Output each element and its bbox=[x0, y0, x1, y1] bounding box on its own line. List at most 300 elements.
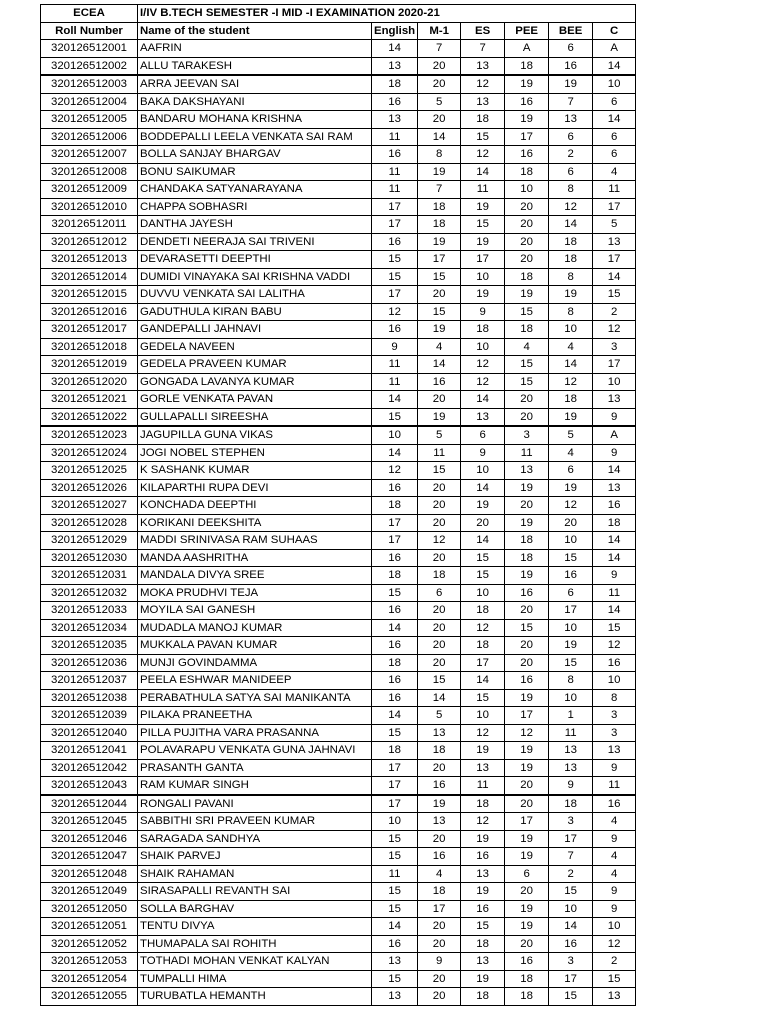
student-name-cell: KORIKANI DEEKSHITA bbox=[138, 514, 372, 532]
es-mark: 13 bbox=[461, 759, 505, 777]
english-mark: 17 bbox=[372, 795, 418, 813]
english-mark: 17 bbox=[372, 286, 418, 304]
english-mark: 18 bbox=[372, 75, 418, 93]
c-mark: 4 bbox=[593, 848, 636, 866]
bee-mark: 12 bbox=[549, 497, 593, 515]
roll-number-cell: 320126512025 bbox=[41, 462, 138, 480]
bee-mark: 10 bbox=[549, 900, 593, 918]
header-c: C bbox=[593, 22, 636, 40]
pee-mark: 18 bbox=[505, 268, 549, 286]
student-name-cell: GORLE VENKATA PAVAN bbox=[138, 391, 372, 409]
es-mark: 10 bbox=[461, 338, 505, 356]
es-mark: 16 bbox=[461, 848, 505, 866]
pee-mark: 19 bbox=[505, 848, 549, 866]
es-mark: 12 bbox=[461, 813, 505, 831]
m1-mark: 8 bbox=[418, 146, 461, 164]
student-name-cell: SHAIK RAHAMAN bbox=[138, 865, 372, 883]
m1-mark: 7 bbox=[418, 181, 461, 199]
c-mark: 9 bbox=[593, 567, 636, 585]
exam-title: I/IV B.TECH SEMESTER -I MID -I EXAMINATION 2020-21 bbox=[138, 5, 636, 23]
es-mark: 13 bbox=[461, 93, 505, 111]
c-mark: 6 bbox=[593, 93, 636, 111]
es-mark: 13 bbox=[461, 865, 505, 883]
es-mark: 18 bbox=[461, 795, 505, 813]
student-name-cell: SIRASAPALLI REVANTH SAI bbox=[138, 883, 372, 901]
bee-mark: 18 bbox=[549, 233, 593, 251]
pee-mark: 15 bbox=[505, 619, 549, 637]
pee-mark: 20 bbox=[505, 795, 549, 813]
m1-mark: 5 bbox=[418, 426, 461, 444]
student-name-cell: MADDI SRINIVASA RAM SUHAAS bbox=[138, 532, 372, 550]
student-name-cell: PEELA ESHWAR MANIDEEP bbox=[138, 672, 372, 690]
bee-mark: 19 bbox=[549, 286, 593, 304]
pee-mark: 17 bbox=[505, 813, 549, 831]
bee-mark: 6 bbox=[549, 40, 593, 58]
pee-mark: 19 bbox=[505, 830, 549, 848]
english-mark: 14 bbox=[372, 707, 418, 725]
c-mark: 16 bbox=[593, 654, 636, 672]
m1-mark: 20 bbox=[418, 514, 461, 532]
c-mark: 11 bbox=[593, 181, 636, 199]
english-mark: 15 bbox=[372, 970, 418, 988]
marks-table bbox=[40, 4, 636, 1006]
roll-number-cell: 320126512034 bbox=[41, 619, 138, 637]
es-mark: 15 bbox=[461, 567, 505, 585]
table-row bbox=[41, 654, 636, 672]
english-mark: 17 bbox=[372, 777, 418, 795]
table-row bbox=[41, 57, 636, 75]
es-mark: 13 bbox=[461, 408, 505, 426]
roll-number-cell: 320126512006 bbox=[41, 128, 138, 146]
table-row bbox=[41, 497, 636, 515]
c-mark: 9 bbox=[593, 883, 636, 901]
m1-mark: 18 bbox=[418, 883, 461, 901]
header-roll-number: Roll Number bbox=[41, 22, 138, 40]
roll-number-cell: 320126512054 bbox=[41, 970, 138, 988]
pee-mark: 20 bbox=[505, 654, 549, 672]
table-row bbox=[41, 637, 636, 655]
c-mark: 16 bbox=[593, 795, 636, 813]
c-mark: 15 bbox=[593, 619, 636, 637]
bee-mark: 10 bbox=[549, 619, 593, 637]
es-mark: 12 bbox=[461, 356, 505, 374]
table-row bbox=[41, 900, 636, 918]
es-mark: 19 bbox=[461, 497, 505, 515]
english-mark: 15 bbox=[372, 408, 418, 426]
m1-mark: 4 bbox=[418, 338, 461, 356]
es-mark: 12 bbox=[461, 619, 505, 637]
es-mark: 15 bbox=[461, 918, 505, 936]
bee-mark: 10 bbox=[549, 532, 593, 550]
bee-mark: 8 bbox=[549, 268, 593, 286]
m1-mark: 15 bbox=[418, 268, 461, 286]
table-row bbox=[41, 777, 636, 795]
m1-mark: 18 bbox=[418, 198, 461, 216]
table-row bbox=[41, 198, 636, 216]
m1-mark: 20 bbox=[418, 637, 461, 655]
m1-mark: 20 bbox=[418, 549, 461, 567]
pee-mark: 19 bbox=[505, 900, 549, 918]
english-mark: 12 bbox=[372, 303, 418, 321]
c-mark: 12 bbox=[593, 637, 636, 655]
roll-number-cell: 320126512024 bbox=[41, 444, 138, 462]
pee-mark: 20 bbox=[505, 198, 549, 216]
pee-mark: 16 bbox=[505, 146, 549, 164]
m1-mark: 20 bbox=[418, 602, 461, 620]
pee-mark: 18 bbox=[505, 532, 549, 550]
english-mark: 14 bbox=[372, 918, 418, 936]
es-mark: 15 bbox=[461, 216, 505, 234]
student-name-cell: BAKA DAKSHAYANI bbox=[138, 93, 372, 111]
student-name-cell: DUVVU VENKATA SAI LALITHA bbox=[138, 286, 372, 304]
table-row bbox=[41, 479, 636, 497]
c-mark: A bbox=[593, 426, 636, 444]
roll-number-cell: 320126512014 bbox=[41, 268, 138, 286]
pee-mark: 11 bbox=[505, 444, 549, 462]
m1-mark: 19 bbox=[418, 233, 461, 251]
student-name-cell: DEVARASETTI DEEPTHI bbox=[138, 251, 372, 269]
c-mark: 14 bbox=[593, 111, 636, 129]
bee-mark: 1 bbox=[549, 707, 593, 725]
c-mark: 18 bbox=[593, 514, 636, 532]
es-mark: 12 bbox=[461, 146, 505, 164]
bee-mark: 4 bbox=[549, 338, 593, 356]
roll-number-cell: 320126512005 bbox=[41, 111, 138, 129]
es-mark: 19 bbox=[461, 233, 505, 251]
table-row bbox=[41, 848, 636, 866]
m1-mark: 20 bbox=[418, 111, 461, 129]
table-row bbox=[41, 268, 636, 286]
pee-mark: 19 bbox=[505, 479, 549, 497]
student-name-cell: TOTHADI MOHAN VENKAT KALYAN bbox=[138, 953, 372, 971]
pee-mark: 20 bbox=[505, 883, 549, 901]
pee-mark: 16 bbox=[505, 93, 549, 111]
roll-number-cell: 320126512041 bbox=[41, 742, 138, 760]
pee-mark: 20 bbox=[505, 497, 549, 515]
es-mark: 20 bbox=[461, 514, 505, 532]
m1-mark: 14 bbox=[418, 128, 461, 146]
header-student-name: Name of the student bbox=[138, 22, 372, 40]
pee-mark: 15 bbox=[505, 303, 549, 321]
m1-mark: 18 bbox=[418, 567, 461, 585]
pee-mark: 20 bbox=[505, 251, 549, 269]
m1-mark: 14 bbox=[418, 689, 461, 707]
english-mark: 17 bbox=[372, 514, 418, 532]
english-mark: 14 bbox=[372, 391, 418, 409]
bee-mark: 19 bbox=[549, 637, 593, 655]
c-mark: 4 bbox=[593, 163, 636, 181]
table-row bbox=[41, 286, 636, 304]
bee-mark: 16 bbox=[549, 935, 593, 953]
c-mark: 9 bbox=[593, 900, 636, 918]
m1-mark: 20 bbox=[418, 988, 461, 1006]
c-mark: 14 bbox=[593, 268, 636, 286]
c-mark: 13 bbox=[593, 742, 636, 760]
header-m1: M-1 bbox=[418, 22, 461, 40]
english-mark: 17 bbox=[372, 532, 418, 550]
es-mark: 6 bbox=[461, 426, 505, 444]
english-mark: 16 bbox=[372, 689, 418, 707]
roll-number-cell: 320126512049 bbox=[41, 883, 138, 901]
c-mark: 2 bbox=[593, 303, 636, 321]
english-mark: 15 bbox=[372, 724, 418, 742]
c-mark: 13 bbox=[593, 479, 636, 497]
es-mark: 14 bbox=[461, 163, 505, 181]
pee-mark: 18 bbox=[505, 970, 549, 988]
es-mark: 9 bbox=[461, 303, 505, 321]
bee-mark: 11 bbox=[549, 724, 593, 742]
es-mark: 18 bbox=[461, 321, 505, 339]
english-mark: 14 bbox=[372, 40, 418, 58]
title-row bbox=[41, 5, 636, 23]
dept-cell: ECEA bbox=[41, 5, 138, 23]
english-mark: 18 bbox=[372, 742, 418, 760]
pee-mark: 19 bbox=[505, 567, 549, 585]
m1-mark: 7 bbox=[418, 40, 461, 58]
bee-mark: 6 bbox=[549, 128, 593, 146]
bee-mark: 4 bbox=[549, 444, 593, 462]
es-mark: 16 bbox=[461, 900, 505, 918]
student-name-cell: POLAVARAPU VENKATA GUNA JAHNAVI bbox=[138, 742, 372, 760]
student-name-cell: RONGALI PAVANI bbox=[138, 795, 372, 813]
student-name-cell: ARRA JEEVAN SAI bbox=[138, 75, 372, 93]
roll-number-cell: 320126512038 bbox=[41, 689, 138, 707]
bee-mark: 14 bbox=[549, 356, 593, 374]
c-mark: 12 bbox=[593, 321, 636, 339]
bee-mark: 17 bbox=[549, 830, 593, 848]
english-mark: 15 bbox=[372, 251, 418, 269]
bee-mark: 2 bbox=[549, 146, 593, 164]
english-mark: 15 bbox=[372, 883, 418, 901]
english-mark: 9 bbox=[372, 338, 418, 356]
english-mark: 14 bbox=[372, 444, 418, 462]
student-name-cell: GANDEPALLI JAHNAVI bbox=[138, 321, 372, 339]
es-mark: 18 bbox=[461, 988, 505, 1006]
roll-number-cell: 320126512026 bbox=[41, 479, 138, 497]
pee-mark: 16 bbox=[505, 672, 549, 690]
c-mark: 9 bbox=[593, 830, 636, 848]
c-mark: 15 bbox=[593, 286, 636, 304]
es-mark: 15 bbox=[461, 128, 505, 146]
pee-mark: 13 bbox=[505, 462, 549, 480]
m1-mark: 18 bbox=[418, 216, 461, 234]
student-name-cell: TUMPALLI HIMA bbox=[138, 970, 372, 988]
m1-mark: 20 bbox=[418, 619, 461, 637]
bee-mark: 3 bbox=[549, 953, 593, 971]
m1-mark: 15 bbox=[418, 303, 461, 321]
pee-mark: 17 bbox=[505, 707, 549, 725]
roll-number-cell: 320126512010 bbox=[41, 198, 138, 216]
m1-mark: 9 bbox=[418, 953, 461, 971]
student-name-cell: GULLAPALLI SIREESHA bbox=[138, 408, 372, 426]
student-name-cell: MOYILA SAI GANESH bbox=[138, 602, 372, 620]
roll-number-cell: 320126512055 bbox=[41, 988, 138, 1006]
pee-mark: 20 bbox=[505, 637, 549, 655]
table-row bbox=[41, 795, 636, 813]
m1-mark: 16 bbox=[418, 848, 461, 866]
bee-mark: 12 bbox=[549, 373, 593, 391]
pee-mark: 16 bbox=[505, 584, 549, 602]
bee-mark: 13 bbox=[549, 759, 593, 777]
bee-mark: 9 bbox=[549, 777, 593, 795]
bee-mark: 8 bbox=[549, 303, 593, 321]
bee-mark: 7 bbox=[549, 848, 593, 866]
es-mark: 14 bbox=[461, 479, 505, 497]
es-mark: 18 bbox=[461, 935, 505, 953]
es-mark: 19 bbox=[461, 970, 505, 988]
header-es: ES bbox=[461, 22, 505, 40]
es-mark: 9 bbox=[461, 444, 505, 462]
c-mark: 3 bbox=[593, 707, 636, 725]
bee-mark: 15 bbox=[549, 654, 593, 672]
pee-mark: 20 bbox=[505, 408, 549, 426]
bee-mark: 6 bbox=[549, 462, 593, 480]
english-mark: 15 bbox=[372, 848, 418, 866]
es-mark: 18 bbox=[461, 637, 505, 655]
english-mark: 16 bbox=[372, 93, 418, 111]
es-mark: 14 bbox=[461, 672, 505, 690]
m1-mark: 20 bbox=[418, 918, 461, 936]
english-mark: 16 bbox=[372, 146, 418, 164]
english-mark: 15 bbox=[372, 268, 418, 286]
es-mark: 12 bbox=[461, 724, 505, 742]
table-row bbox=[41, 181, 636, 199]
column-header-row bbox=[41, 22, 636, 40]
english-mark: 16 bbox=[372, 672, 418, 690]
bee-mark: 15 bbox=[549, 883, 593, 901]
table-row bbox=[41, 128, 636, 146]
bee-mark: 8 bbox=[549, 181, 593, 199]
english-mark: 16 bbox=[372, 549, 418, 567]
c-mark: 5 bbox=[593, 216, 636, 234]
pee-mark: 3 bbox=[505, 426, 549, 444]
es-mark: 11 bbox=[461, 181, 505, 199]
table-row bbox=[41, 356, 636, 374]
student-name-cell: MUDADLA MANOJ KUMAR bbox=[138, 619, 372, 637]
pee-mark: 16 bbox=[505, 953, 549, 971]
student-name-cell: MUKKALA PAVAN KUMAR bbox=[138, 637, 372, 655]
roll-number-cell: 320126512003 bbox=[41, 75, 138, 93]
table-row bbox=[41, 567, 636, 585]
m1-mark: 19 bbox=[418, 163, 461, 181]
table-row bbox=[41, 426, 636, 444]
student-name-cell: MUNJI GOVINDAMMA bbox=[138, 654, 372, 672]
c-mark: 10 bbox=[593, 672, 636, 690]
c-mark: 14 bbox=[593, 462, 636, 480]
es-mark: 15 bbox=[461, 549, 505, 567]
c-mark: 13 bbox=[593, 988, 636, 1006]
es-mark: 13 bbox=[461, 57, 505, 75]
english-mark: 15 bbox=[372, 830, 418, 848]
roll-number-cell: 320126512035 bbox=[41, 637, 138, 655]
english-mark: 18 bbox=[372, 497, 418, 515]
es-mark: 19 bbox=[461, 286, 505, 304]
table-row bbox=[41, 602, 636, 620]
c-mark: 10 bbox=[593, 75, 636, 93]
table-row bbox=[41, 514, 636, 532]
english-mark: 13 bbox=[372, 111, 418, 129]
bee-mark: 8 bbox=[549, 672, 593, 690]
table-row bbox=[41, 163, 636, 181]
english-mark: 11 bbox=[372, 865, 418, 883]
roll-number-cell: 320126512037 bbox=[41, 672, 138, 690]
c-mark: 9 bbox=[593, 408, 636, 426]
student-name-cell: KONCHADA DEEPTHI bbox=[138, 497, 372, 515]
roll-number-cell: 320126512047 bbox=[41, 848, 138, 866]
table-row bbox=[41, 619, 636, 637]
table-row bbox=[41, 93, 636, 111]
roll-number-cell: 320126512002 bbox=[41, 57, 138, 75]
es-mark: 18 bbox=[461, 111, 505, 129]
es-mark: 13 bbox=[461, 953, 505, 971]
student-name-cell: JOGI NOBEL STEPHEN bbox=[138, 444, 372, 462]
m1-mark: 5 bbox=[418, 93, 461, 111]
english-mark: 11 bbox=[372, 128, 418, 146]
table-row bbox=[41, 742, 636, 760]
table-row bbox=[41, 970, 636, 988]
student-name-cell: CHAPPA SOBHASRI bbox=[138, 198, 372, 216]
roll-number-cell: 320126512015 bbox=[41, 286, 138, 304]
english-mark: 17 bbox=[372, 198, 418, 216]
c-mark: 8 bbox=[593, 689, 636, 707]
bee-mark: 2 bbox=[549, 865, 593, 883]
student-name-cell: SABBITHI SRI PRAVEEN KUMAR bbox=[138, 813, 372, 831]
roll-number-cell: 320126512021 bbox=[41, 391, 138, 409]
roll-number-cell: 320126512033 bbox=[41, 602, 138, 620]
student-name-cell: TURUBATLA HEMANTH bbox=[138, 988, 372, 1006]
roll-number-cell: 320126512020 bbox=[41, 373, 138, 391]
pee-mark: 15 bbox=[505, 356, 549, 374]
roll-number-cell: 320126512004 bbox=[41, 93, 138, 111]
roll-number-cell: 320126512009 bbox=[41, 181, 138, 199]
m1-mark: 13 bbox=[418, 724, 461, 742]
roll-number-cell: 320126512011 bbox=[41, 216, 138, 234]
table-row bbox=[41, 408, 636, 426]
pee-mark: 20 bbox=[505, 777, 549, 795]
english-mark: 16 bbox=[372, 602, 418, 620]
table-row bbox=[41, 462, 636, 480]
m1-mark: 20 bbox=[418, 57, 461, 75]
c-mark: 4 bbox=[593, 865, 636, 883]
bee-mark: 18 bbox=[549, 391, 593, 409]
m1-mark: 16 bbox=[418, 777, 461, 795]
m1-mark: 18 bbox=[418, 742, 461, 760]
bee-mark: 14 bbox=[549, 918, 593, 936]
m1-mark: 19 bbox=[418, 321, 461, 339]
c-mark: 14 bbox=[593, 602, 636, 620]
es-mark: 15 bbox=[461, 689, 505, 707]
student-name-cell: MANDALA DIVYA SREE bbox=[138, 567, 372, 585]
english-mark: 16 bbox=[372, 233, 418, 251]
pee-mark: 18 bbox=[505, 988, 549, 1006]
student-name-cell: PILLA PUJITHA VARA PRASANNA bbox=[138, 724, 372, 742]
m1-mark: 19 bbox=[418, 795, 461, 813]
c-mark: 14 bbox=[593, 549, 636, 567]
c-mark: 10 bbox=[593, 918, 636, 936]
pee-mark: 20 bbox=[505, 602, 549, 620]
roll-number-cell: 320126512012 bbox=[41, 233, 138, 251]
table-row bbox=[41, 251, 636, 269]
table-row bbox=[41, 935, 636, 953]
pee-mark: 19 bbox=[505, 742, 549, 760]
english-mark: 18 bbox=[372, 654, 418, 672]
es-mark: 14 bbox=[461, 391, 505, 409]
bee-mark: 6 bbox=[549, 584, 593, 602]
english-mark: 17 bbox=[372, 759, 418, 777]
table-row bbox=[41, 444, 636, 462]
english-mark: 13 bbox=[372, 57, 418, 75]
student-name-cell: TENTU DIVYA bbox=[138, 918, 372, 936]
